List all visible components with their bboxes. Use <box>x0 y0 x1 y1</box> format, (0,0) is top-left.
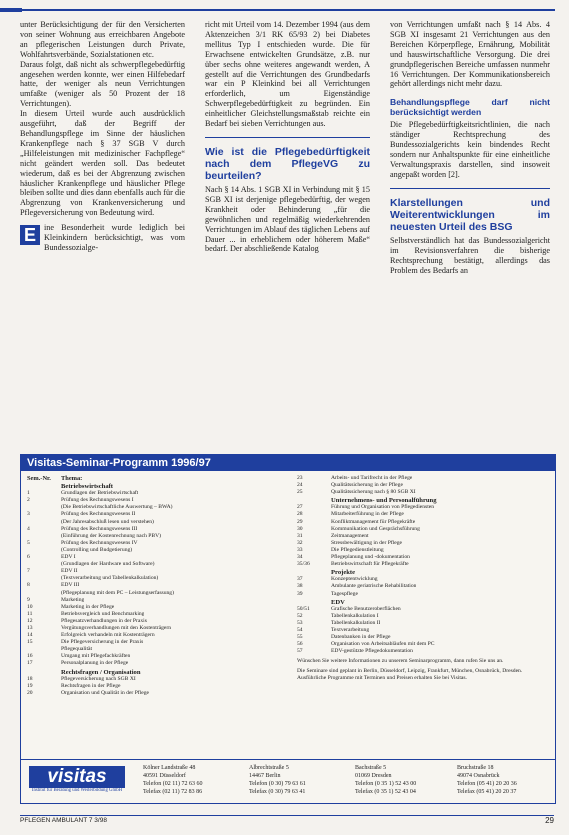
program-section-heading: Projekte <box>331 569 356 577</box>
program-note: Die Seminare sind geplant in Berlin, Düsseldorf, Leipzig, Frankfurt, München, Osnabrück, Dresden. Ausführliche Programme mit Terminen und Preisen erhalten Sie bei Visitas. <box>297 668 523 682</box>
program-row: (Der Jahresabschluß lesen und verstehen) <box>61 518 154 525</box>
section-heading: Klarstellungen und Weiterentwicklungen im neuesten Urteil des BSG <box>390 196 550 233</box>
article-column-2 <box>205 20 370 254</box>
section-heading: Behandlungspflege darf nicht berücksichtigt werden <box>390 97 550 118</box>
program-row: 53 Tabellenkalkulation II <box>297 619 381 626</box>
program-row: 37 Konzeptentwicklung <box>297 576 378 583</box>
program-row: (Textverarbeitung und Tabellenkalkulation) <box>61 575 159 582</box>
program-note: Wünschen Sie weitere Informationen zu unserem Seminarprogramm, dann rufen Sie uns an. <box>297 658 504 665</box>
paragraph: Daraus folgt, daß nicht als schwerpflegebedürftig angesehen werden konnte, wer einen Hilfebedarf hatte, der weniger als neun Verrichtungen umfaßte (weniger als 50 Prozent der 18 Verrichtungen). <box>20 59 185 109</box>
program-row: 13 Vergütungsverhandlungen mit den Kostenträgern <box>27 624 172 631</box>
drop-cap: E <box>20 225 40 245</box>
visitas-logo: visitas Institut für Beratung und Weiterbildung GmbH <box>29 766 125 796</box>
program-row: 28 Mitarbeiterführung in der Pflege <box>297 511 404 518</box>
program-row: 38 Ambulante geriatrische Rehabilitation <box>297 583 417 590</box>
program-list-right <box>297 475 549 682</box>
program-row: 8 EDV III <box>27 582 80 589</box>
paragraph: E ine Besonderheit wurde lediglich bei Kleinkindern berücksichtigt, was vom Bundessozialge- <box>20 223 185 253</box>
program-section-heading: Rechtsfragen / Organisation <box>61 668 141 676</box>
page-number: 29 <box>545 816 554 825</box>
program-list-left <box>27 475 289 697</box>
paragraph: von Verrichtungen umfaßt nach § 14 Abs. 4 SGB XI insgesamt 21 Verrichtungen aus den Bereichen Körperpflege, Ernährung, Mobilität und hauswirtschaftliche Versorgung. Die drei grundpflegerischen Bereiche umfassen nunmehr 16 Verrichtungen. Der Kommunikationsbereich gehört allerdings nicht mehr dazu. <box>390 20 550 89</box>
program-row: 3 Prüfung des Rechnungswesens II <box>27 511 136 518</box>
address-berlin: Albrechtstraße 5 14467 Berlin Telefon (0 30) 79 63 61 Telefax (0 30) 79 63 41 <box>249 765 306 795</box>
page-footer <box>20 815 554 825</box>
program-row: 6 EDV I <box>27 554 76 561</box>
program-row: 2 Prüfung des Rechnungswesens I <box>27 497 134 504</box>
program-row: (Pflegeplanung mit dem PC – Leistungserfassung) <box>61 589 174 596</box>
program-row: 1 Grundlagen der Betriebswirtschaft <box>27 490 139 497</box>
article-column-1 <box>20 20 185 253</box>
program-section-heading: EDV <box>331 598 345 606</box>
program-section-heading: Unternehmens- und Personalführung <box>331 497 437 505</box>
seminar-program-box <box>20 454 556 804</box>
paragraph: unter Berücksichtigung der für den Versicherten von seiner Wohnung aus erreichbaren Angebote an pflegerischen Leistungen durch Private, Wohlfahrtsverbände, Sozialstationen etc. <box>20 20 185 59</box>
program-row: 33 Die Pflegedienstleitung <box>297 546 384 553</box>
program-row: Pflegequalität <box>61 646 93 653</box>
program-row: 55 Datenbanken in der Pflege <box>297 634 391 641</box>
program-row: 25 Qualitätssicherung nach § 80 SGB XI <box>297 489 416 496</box>
program-row: 39 Tagespflege <box>297 590 358 597</box>
paragraph: richt mit Urteil vom 14. Dezember 1994 (aus dem Aktenzeichen 3/1 RK 65/93 2) bei Diabetes mellitus Typ I entschieden wurde. Die für Erwachsene entwickelten Grundsätze, z.B. nur über sechs ohne weiteres angewandt werden, A gestellt auf die Verrichtungen des Grundbedarfs war ein P Kleinkind bei all Verrichtungen erforderlich, um Eigenständige Schwerpflegebedürftigkeit zu begründen. Ein einheitlicher Gleichstellungsmaßstab reichte ein Bedarf bei sieben Verrichtungen aus. <box>205 20 370 129</box>
program-row: 16 Umgang mit Pflegefachkräften <box>27 653 131 660</box>
program-row: (Einführung der Kostenrechnung nach PBV) <box>61 532 162 539</box>
program-row: 57 EDV-gestützte Pflegedokumentation <box>297 648 413 655</box>
program-row: 35/36 Betriebswirtschaft für Pflegekräfte <box>297 561 409 568</box>
program-row: (Grundlagen der Hardware und Software) <box>61 561 155 568</box>
program-row: 14 Erfolgreich verhandeln mit Kostenträgern <box>27 632 155 639</box>
program-header: Sem.-Nr. Thema: <box>27 475 83 482</box>
program-row: 12 Pflegesatzverhandlungen in der Praxis <box>27 617 147 624</box>
article-column-3 <box>390 20 550 275</box>
address-dusseldorf: Kölner Landstraße 48 40591 Düsseldorf Telefon (02 11) 72 63 60 Telefax (02 11) 72 83 86 <box>143 765 203 795</box>
program-row: (Controlling und Budgetierung) <box>61 546 133 553</box>
paragraph: Selbstverständlich hat das Bundessozialgericht im Revisionsverfahren die bisherige Rechtsprechung bestätigt, allerdings das Problem des Bedarfs an <box>390 235 550 275</box>
top-rule <box>0 8 569 12</box>
program-row: 4 Prüfung des Rechnungswesens III <box>27 525 138 532</box>
program-row: 18 Pflegeversicherung nach SGB XI <box>27 675 136 682</box>
program-row: 24 Qualitätssicherung in der Pflege <box>297 482 403 489</box>
program-footer <box>21 759 555 804</box>
program-row: 20 Organisation und Qualität in der Pflege <box>27 689 149 696</box>
program-row: (Die Betriebswirtschaftliche Auswertung – BWA) <box>61 504 173 511</box>
section-divider <box>205 137 370 138</box>
program-row: 54 Textverarbeitung <box>297 626 370 633</box>
program-row: 31 Zeitmanagement <box>297 532 369 539</box>
program-row: 7 EDV II <box>27 568 78 575</box>
program-row: 50/51 Grafische Benutzeroberflächen <box>297 605 401 612</box>
program-row: 29 Konfliktmanagement für Pflegekräfte <box>297 518 416 525</box>
program-row: 23 Arbeits- und Tarifrecht in der Pflege <box>297 475 413 481</box>
program-row: 56 Organisation von Arbeitsabläufen mit dem PC <box>297 641 435 648</box>
program-row: 17 Personalplanung in der Pflege <box>27 660 129 667</box>
address-dresden: Bachstraße 5 01069 Dresden Telefon (0 35 1) 52 43 00 Telefax (0 35 1) 52 43 04 <box>355 765 417 795</box>
program-row: 10 Marketing in der Pflege <box>27 603 115 610</box>
program-row: 30 Kommunikation und Gesprächsführung <box>297 525 420 532</box>
paragraph: In diesem Urteil wurde auch ausdrücklich ausgeführt, daß der Begriff der Behandlungspflege im Sinne der häuslichen Krankenpflege nach § 37 SGB V durch „Hilfeleistungen mit medizinischer Fachpflege“ nicht geändert werden soll. Das bedeutet wiederum, daß es bei der Abgrenzung zwischen häuslicher Krankenpflege und häuslicher Pflege bleiben sollte und dies dann ebenfalls auch für die Abgrenzung von Krankenversicherung und Pflegeversicherung von Bedeutung wird. <box>20 109 185 218</box>
program-row: 27 Führung und Organisation von Pflegediensten <box>297 504 435 511</box>
program-row: 19 Rechtsfragen in der Pflege <box>27 682 121 689</box>
section-heading: Wie ist die Pflegebedürftigkeit nach dem PflegeVG zu beurteilen? <box>205 145 370 182</box>
address-osnabrueck: Bruchstraße 18 49074 Osnabrück Telefon (05 41) 20 20 36 Telefax (05 41) 20 20 37 <box>457 765 517 795</box>
program-row: 5 Prüfung des Rechnungswesens IV <box>27 539 138 546</box>
journal-name: PFLEGEN AMBULANT 7 3/98 <box>20 817 107 824</box>
program-section-heading: Betriebswirtschaft <box>61 483 114 491</box>
paragraph: Die Pflegebedürftigkeitsrichtlinien, die nach ständiger Rechtsprechung des Bundessozialgerichts kein bindendes Recht sondern nur Anhaltspunkte für eine einheitliche Verwaltungspraxis darstellen, sind insoweit angepaßt worden [2]. <box>390 120 550 179</box>
program-row: 9 Marketing <box>27 596 85 603</box>
program-row: 32 Stressbewältigung in der Pflege <box>297 539 402 546</box>
paragraph: Nach § 14 Abs. 1 SGB XI in Verbindung mit § 15 SGB XI ist derjenige pflegebedürftig, der wegen Krankheit oder Behinderung „für die gewöhnlichen und regelmäßig wiederkehrenden Verrichtungen im Ablauf des täglichen Lebens auf Dauer ... in erheblichem oder höherem Maße“ bedarf. Der abschließende Katalog <box>205 184 370 254</box>
program-row: 15 Die Pflegeversicherung in der Praxis <box>27 639 144 646</box>
program-row: 52 Tabellenkalkulation I <box>297 612 379 619</box>
program-row: 34 Pflegeplanung und -dokumentation <box>297 554 410 561</box>
program-title: Visitas-Seminar-Programm 1996/97 <box>21 455 555 471</box>
section-divider <box>390 188 550 189</box>
program-row: 11 Betriebsvergleich und Benchmarking <box>27 610 145 617</box>
